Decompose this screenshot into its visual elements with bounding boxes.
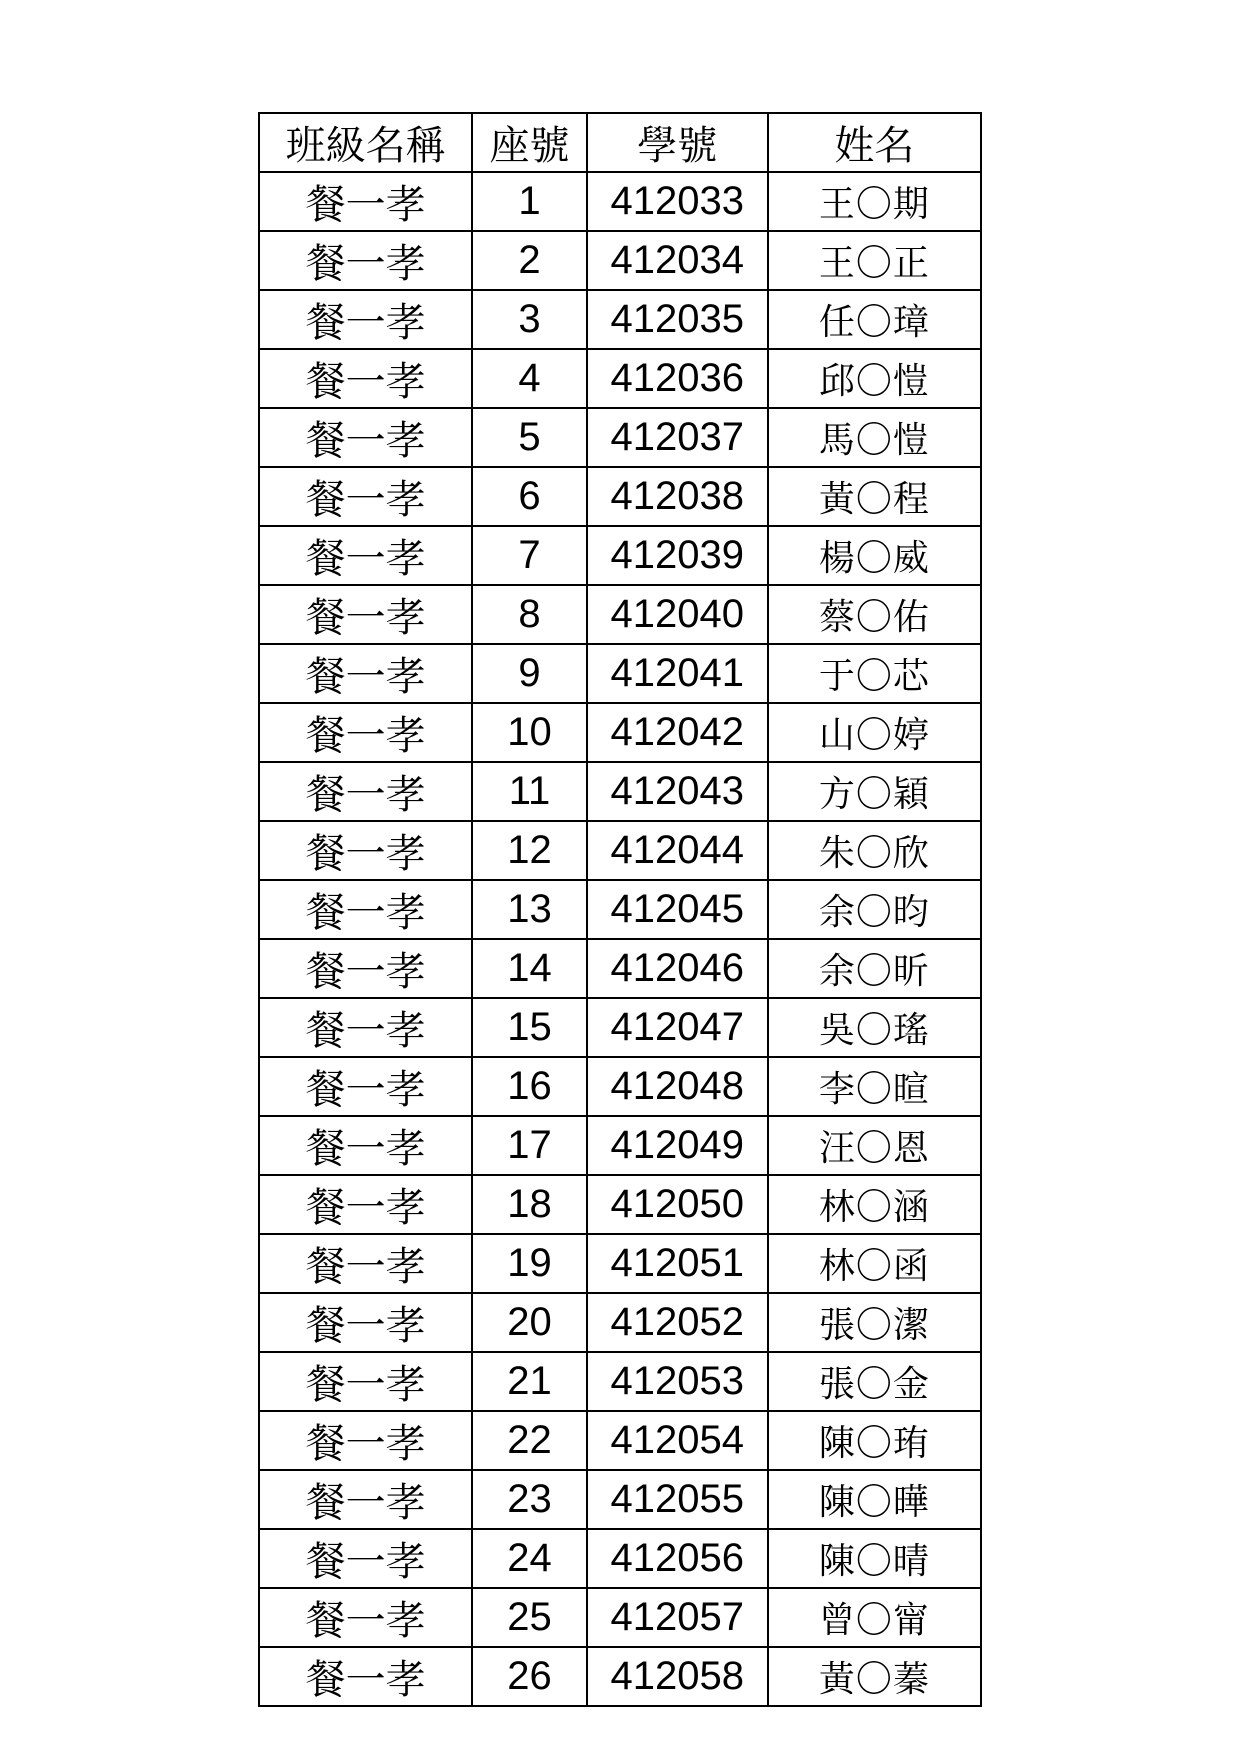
cell-student-name: 楊〇威 [768,526,981,585]
cell-seat-no: 13 [472,880,587,939]
cell-class-name: 餐一孝 [259,762,472,821]
table-row [259,880,981,939]
cell-class-name: 餐一孝 [259,1529,472,1588]
table-row [259,1352,981,1411]
table-row [259,231,981,290]
table-row [259,172,981,231]
cell-class-name: 餐一孝 [259,1293,472,1352]
cell-student-id: 412035 [587,290,768,349]
cell-student-id: 412052 [587,1293,768,1352]
cell-seat-no: 18 [472,1175,587,1234]
cell-class-name: 餐一孝 [259,1470,472,1529]
cell-class-name: 餐一孝 [259,821,472,880]
cell-student-name: 張〇金 [768,1352,981,1411]
cell-student-name: 黃〇蓁 [768,1647,981,1706]
cell-student-id: 412054 [587,1411,768,1470]
cell-student-id: 412050 [587,1175,768,1234]
cell-student-id: 412034 [587,231,768,290]
cell-student-name: 汪〇恩 [768,1116,981,1175]
cell-student-name: 林〇函 [768,1234,981,1293]
cell-student-id: 412045 [587,880,768,939]
cell-student-name: 蔡〇佑 [768,585,981,644]
table-header-row [259,113,981,172]
table-row [259,939,981,998]
cell-seat-no: 2 [472,231,587,290]
cell-seat-no: 25 [472,1588,587,1647]
cell-student-id: 412042 [587,703,768,762]
cell-class-name: 餐一孝 [259,1234,472,1293]
cell-student-name: 方〇穎 [768,762,981,821]
table-row [259,585,981,644]
cell-student-id: 412057 [587,1588,768,1647]
cell-student-id: 412046 [587,939,768,998]
cell-class-name: 餐一孝 [259,1057,472,1116]
cell-student-id: 412051 [587,1234,768,1293]
table-row [259,644,981,703]
cell-seat-no: 10 [472,703,587,762]
table-row [259,998,981,1057]
cell-seat-no: 26 [472,1647,587,1706]
cell-class-name: 餐一孝 [259,880,472,939]
table-row [259,1647,981,1706]
table-row [259,1116,981,1175]
cell-student-name: 邱〇愷 [768,349,981,408]
cell-class-name: 餐一孝 [259,526,472,585]
cell-student-name: 李〇暄 [768,1057,981,1116]
cell-seat-no: 5 [472,408,587,467]
table-row [259,1529,981,1588]
cell-student-id: 412041 [587,644,768,703]
cell-class-name: 餐一孝 [259,644,472,703]
cell-seat-no: 24 [472,1529,587,1588]
table-row [259,1588,981,1647]
cell-seat-no: 12 [472,821,587,880]
cell-class-name: 餐一孝 [259,231,472,290]
cell-seat-no: 1 [472,172,587,231]
cell-student-id: 412036 [587,349,768,408]
cell-seat-no: 15 [472,998,587,1057]
cell-student-id: 412056 [587,1529,768,1588]
table-row [259,1234,981,1293]
header-name: 姓名 [768,113,981,172]
table-body [259,172,981,1706]
cell-class-name: 餐一孝 [259,290,472,349]
cell-student-id: 412038 [587,467,768,526]
cell-seat-no: 22 [472,1411,587,1470]
cell-class-name: 餐一孝 [259,939,472,998]
table-row [259,408,981,467]
header-class-name: 班級名稱 [259,113,472,172]
cell-student-name: 余〇昕 [768,939,981,998]
cell-class-name: 餐一孝 [259,1116,472,1175]
cell-seat-no: 4 [472,349,587,408]
cell-seat-no: 14 [472,939,587,998]
cell-class-name: 餐一孝 [259,1647,472,1706]
cell-student-id: 412058 [587,1647,768,1706]
cell-seat-no: 7 [472,526,587,585]
header-seat-no: 座號 [472,113,587,172]
table-row [259,703,981,762]
cell-student-name: 吳〇瑤 [768,998,981,1057]
header-student-id: 學號 [587,113,768,172]
cell-student-name: 王〇正 [768,231,981,290]
cell-class-name: 餐一孝 [259,1352,472,1411]
cell-class-name: 餐一孝 [259,1411,472,1470]
table-row [259,526,981,585]
cell-student-id: 412049 [587,1116,768,1175]
cell-student-name: 陳〇晴 [768,1529,981,1588]
cell-student-name: 林〇涵 [768,1175,981,1234]
table-row [259,1175,981,1234]
cell-class-name: 餐一孝 [259,408,472,467]
cell-student-name: 馬〇愷 [768,408,981,467]
cell-student-name: 余〇昀 [768,880,981,939]
cell-student-id: 412047 [587,998,768,1057]
table-row [259,1057,981,1116]
cell-student-name: 陳〇曄 [768,1470,981,1529]
cell-student-name: 山〇婷 [768,703,981,762]
cell-seat-no: 17 [472,1116,587,1175]
cell-class-name: 餐一孝 [259,467,472,526]
cell-class-name: 餐一孝 [259,703,472,762]
table-row [259,1470,981,1529]
table-row [259,290,981,349]
cell-seat-no: 6 [472,467,587,526]
cell-seat-no: 19 [472,1234,587,1293]
cell-seat-no: 16 [472,1057,587,1116]
cell-seat-no: 11 [472,762,587,821]
cell-student-name: 張〇潔 [768,1293,981,1352]
student-roster-table [258,112,982,1707]
table-row [259,762,981,821]
cell-class-name: 餐一孝 [259,998,472,1057]
table-row [259,349,981,408]
cell-class-name: 餐一孝 [259,349,472,408]
cell-seat-no: 20 [472,1293,587,1352]
cell-class-name: 餐一孝 [259,1588,472,1647]
cell-student-name: 朱〇欣 [768,821,981,880]
cell-student-id: 412039 [587,526,768,585]
cell-student-name: 任〇璋 [768,290,981,349]
cell-class-name: 餐一孝 [259,172,472,231]
cell-student-id: 412044 [587,821,768,880]
cell-student-id: 412033 [587,172,768,231]
cell-student-id: 412037 [587,408,768,467]
table-row [259,821,981,880]
cell-seat-no: 9 [472,644,587,703]
table-row [259,467,981,526]
cell-class-name: 餐一孝 [259,1175,472,1234]
cell-class-name: 餐一孝 [259,585,472,644]
cell-seat-no: 3 [472,290,587,349]
cell-student-id: 412043 [587,762,768,821]
cell-student-name: 曾〇甯 [768,1588,981,1647]
cell-student-name: 于〇芯 [768,644,981,703]
cell-seat-no: 8 [472,585,587,644]
cell-student-name: 陳〇珛 [768,1411,981,1470]
cell-seat-no: 23 [472,1470,587,1529]
cell-seat-no: 21 [472,1352,587,1411]
cell-student-name: 黃〇程 [768,467,981,526]
cell-student-id: 412053 [587,1352,768,1411]
cell-student-name: 王〇期 [768,172,981,231]
cell-student-id: 412040 [587,585,768,644]
cell-student-id: 412048 [587,1057,768,1116]
table-row [259,1293,981,1352]
table-row [259,1411,981,1470]
cell-student-id: 412055 [587,1470,768,1529]
